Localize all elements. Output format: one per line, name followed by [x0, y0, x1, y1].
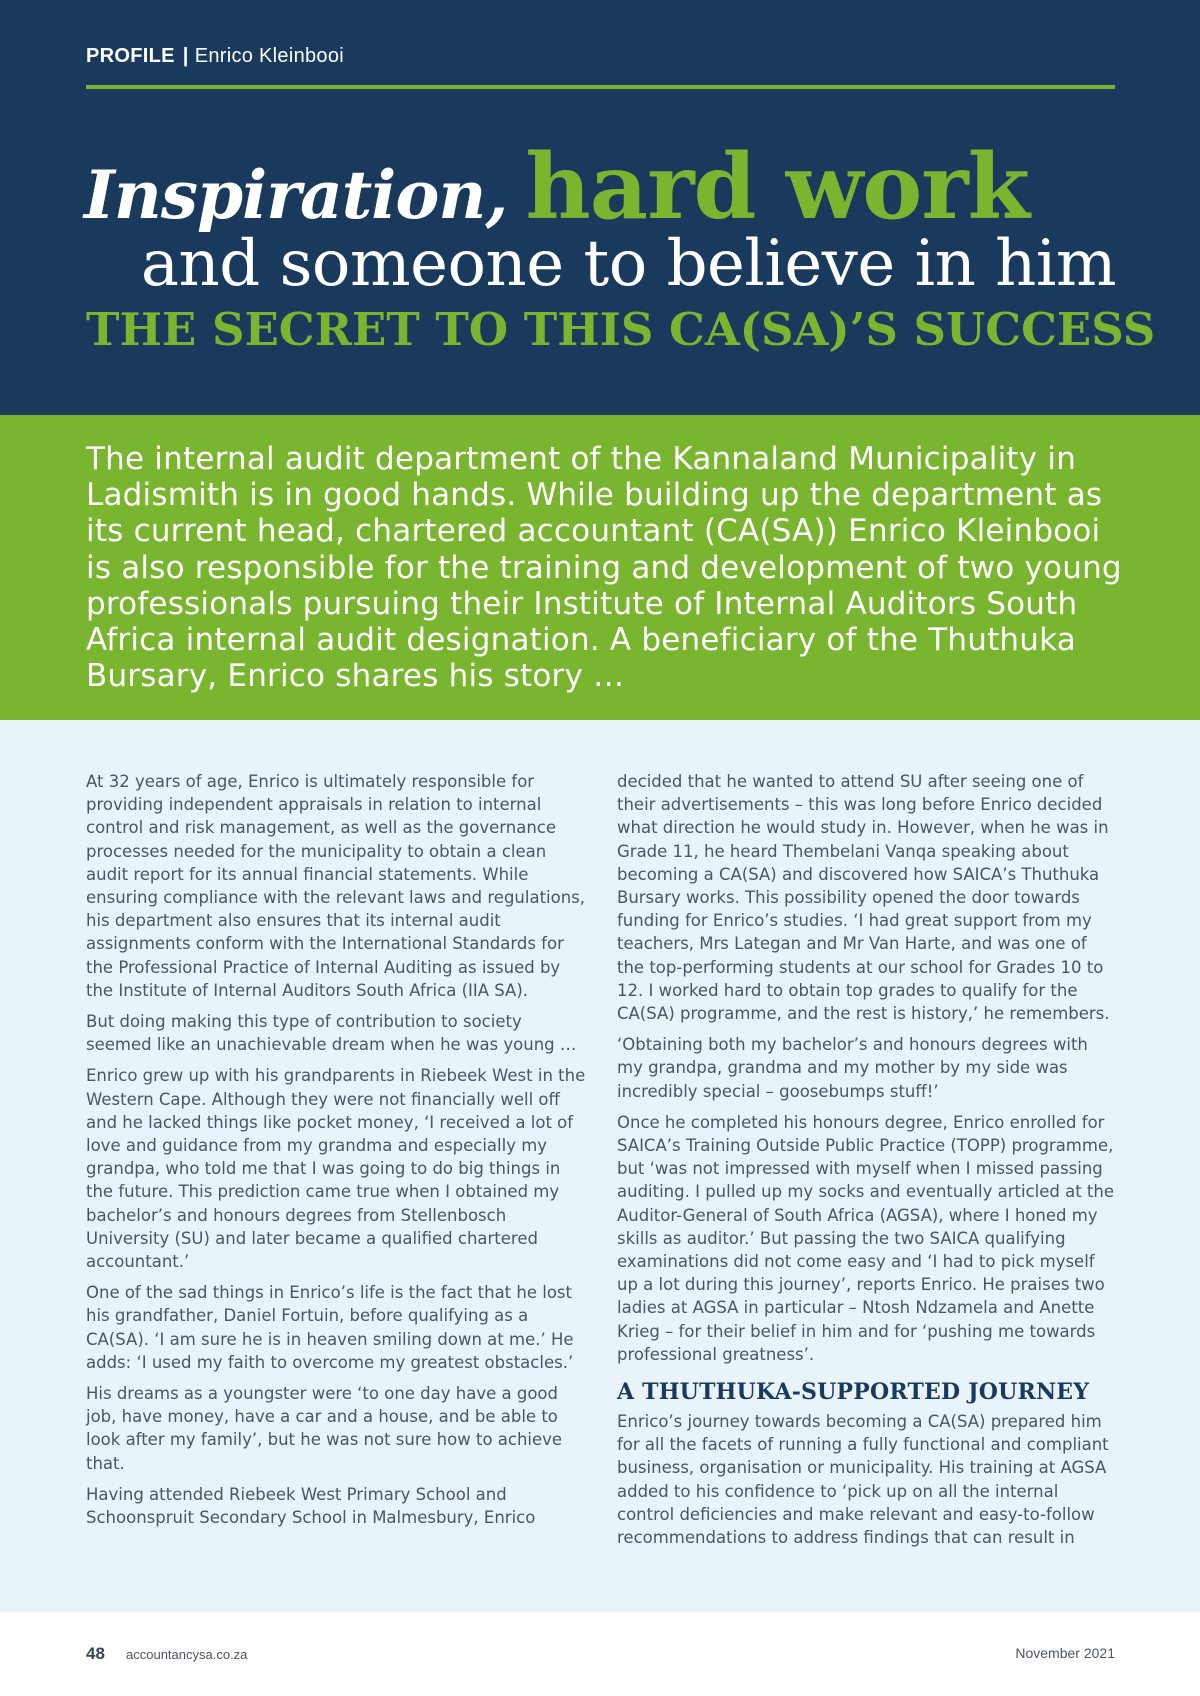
page-number: 48 — [86, 1644, 105, 1663]
right-column — [617, 770, 1117, 1557]
body-paragraph: decided that he wanted to attend SU after seeing one of their advertisements – this was long before Enrico decided what direction he would study in. However, when he was in Grade 11, he heard Thembelani Vanqa speaking about becoming a CA(SA) and discovered how SAICA’s Thuthuka Bursary works. This possibility opened the door towards funding for Enrico’s studies. ‘I had great support from my teachers, Mrs Lategan and Mr Van Harte, and was one of the top-performing students at our school for Grades 10 to 12. I worked hard to obtain top grades to qualify for the CA(SA) programme, and the rest is history,’ he remembers. — [617, 772, 1110, 1024]
body-paragraph: But doing making this type of contribution to society seemed like an unachievable dream when he was young … — [86, 1012, 577, 1055]
kicker-separator: | — [182, 45, 189, 67]
headline-italic-part: Inspiration, — [84, 156, 508, 234]
body-paragraph: ‘Obtaining both my bachelor’s and honours degrees with my grandpa, grandma and my mother by my side was incredibly special – goosebumps stuff!’ — [617, 1035, 1088, 1101]
body-paragraph: Once he completed his honours degree, Enrico enrolled for SAICA’s Training Outside Public Practice (TOPP) programme, but ‘was not impressed with myself when I missed passing auditing. I pulled up my socks and eventually articled at the Auditor-General of South Africa (AGSA), where I honed my skills as auditor.’ But passing the two SAICA qualifying examinations did not come easy and ‘I had to pick myself up a lot during this journey’, reports Enrico. He praises two ladies at AGSA in particular – Ntosh Ndzamela and Anette Krieg – for their belief in him and for ‘pushing me towards professional greatness’. — [617, 1112, 1115, 1364]
body-paragraph: Having attended Riebeek West Primary School and Schoonspruit Secondary School in Malmesbury, Enrico — [86, 1484, 536, 1528]
body-paragraph: One of the sad things in Enrico’s life is the fact that he lost his grandfather, Daniel Fortuin, before qualifying as a CA(SA). ‘I am sure he is in heaven smiling down at me.’ He adds: ‘I used my faith to overcome my greatest obstacles.’ — [86, 1283, 574, 1372]
issue-date: November 2021 — [1015, 1645, 1115, 1661]
website-label: accountancysa.co.za — [126, 1647, 248, 1662]
body-paragraph: His dreams as a youngster were ‘to one day have a good job, have money, have a car and a house, and be able to look after my family’, but he was not sure how to achieve that. — [86, 1384, 563, 1473]
profile-name: Enrico Kleinbooi — [194, 45, 345, 67]
section-label: PROFILE — [86, 45, 175, 67]
intro-paragraph: The internal audit department of the Kannaland Municipality in Ladismith is in good hands. While building up the department as its current head, chartered accountant (CA(SA)) Enrico Kleinbooi is also responsible for the training and development of two young professionals pursuing their Institute of Internal Auditors South Africa internal audit designation. A beneficiary of the Thuthuka Bursary, Enrico shares his story … — [86, 441, 1122, 695]
headline-green-part: hard work — [525, 134, 1030, 240]
headline-line-1 — [84, 134, 1030, 240]
body-paragraph: At 32 years of age, Enrico is ultimately responsible for providing independent appraisals in relation to internal control and risk management, as well as the governance processes needed for the municipality to obtain a clean audit report for its annual financial statements. While ensuring compliance with the relevant laws and regulations, his department also ensures that its internal audit assignments conform with the International Standards for the Professional Practice of Internal Auditing as issued by the Institute of Internal Auditors South Africa (IIA SA). — [86, 772, 586, 1000]
page-footer — [0, 1612, 1200, 1696]
article-body — [0, 720, 1200, 1612]
left-column — [86, 770, 591, 1537]
headline-line-2: and someone to believe in him — [140, 227, 1116, 301]
headline-subtitle: THE SECRET TO THIS CA(SA)’S SUCCESS — [86, 303, 1156, 356]
section-kicker — [86, 45, 344, 68]
section-heading: A THUTHUKA-SUPPORTED JOURNEY — [617, 1379, 1090, 1406]
intro-band — [0, 415, 1200, 720]
header-band — [0, 0, 1200, 415]
body-paragraph: Enrico’s journey towards becoming a CA(SA) prepared him for all the facets of running a fully functional and compliant business, organisation or municipality. His training at AGSA added to his confidence to ‘pick up on all the internal control deficiencies and make relevant and easy-to-follow recommendations to address findings that can result in — [617, 1412, 1109, 1548]
body-paragraph: Enrico grew up with his grandparents in Riebeek West in the Western Cape. Although they were not financially well off and he lacked things like pocket money, ‘I received a lot of love and guidance from my grandma and especially my grandpa, who told me that I was going to do big things in the future. This prediction came true when I obtained my bachelor’s and honours degrees from Stellenbosch University (SU) and later became a qualified chartered accountant.’ — [86, 1066, 586, 1272]
header-divider — [86, 85, 1115, 89]
